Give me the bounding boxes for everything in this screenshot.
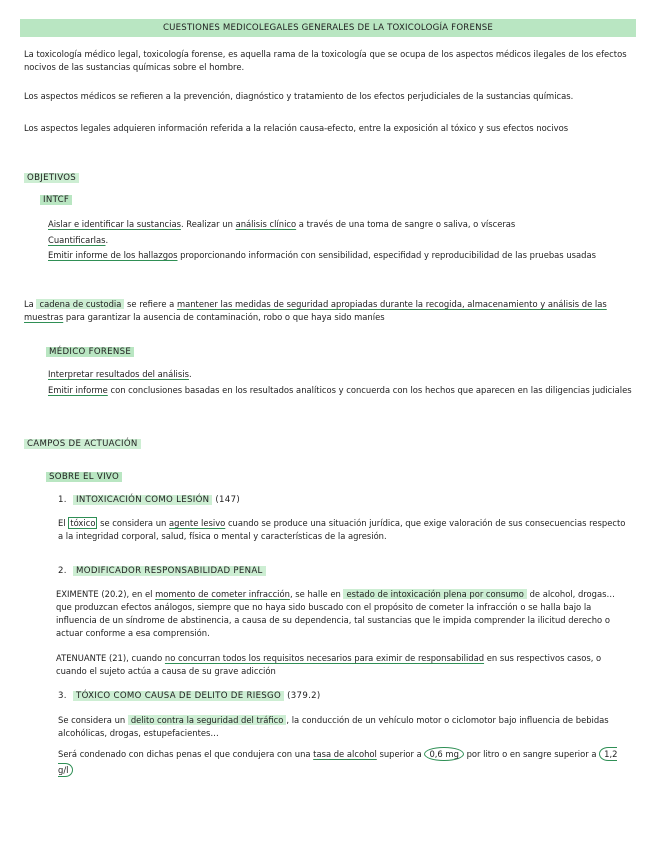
item-2-atenuante: ATENUANTE (21), cuando no concurran todos los requisitos necesarios para eximir de responsabilidad en sus respectivos casos, o cuando el sujeto actúa a causa de su grave adicción <box>56 653 602 676</box>
intcf-line-3: Emitir informe de los hallazgos proporcionando información con sensibilidad, especifidad y reproducibilidad de las pruebas usadas <box>48 250 596 260</box>
campos-heading: CAMPOS DE ACTUACIÓN <box>24 438 632 451</box>
item-3-paragraph-2: Será condenado con dichas penas el que condujera con una tasa de alcohol superior a 0,6 mg por litro o en sangre superior a 1,2 g/l <box>58 749 618 775</box>
item-1-text: El tóxico se considera un agente lesivo cuando se produce una situación jurídica, que exige valoración de sus consecuencias respecto a la integridad corporal, salud, física o mental y características de la agresión. <box>58 518 626 541</box>
medico-forense-heading: MÉDICO FORENSE <box>46 346 632 359</box>
page-title: CUESTIONES MEDICOLEGALES GENERALES DE LA TOXICOLOGÍA FORENSE <box>20 19 636 37</box>
item-2-eximente: EXIMENTE (20.2), en el momento de cometer infracción, se halle en estado de intoxicación plena por consumo de alcohol, drogas… que produzcan efectos análogos, siempre que no haya sido buscado con el propósito de cometer la infracción o se halla bajo la influencia de un síndrome de abstinencia, a causa de su dependencia, tal sustancias que le impida comprender la ilicitud derecho o actuar conforme a esa comprensión. <box>56 589 615 638</box>
objetivos-heading: OBJETIVOS <box>24 172 632 185</box>
item-3-heading: 3. TÓXICO COMO CAUSA DE DELITO DE RIESGO (379.2) <box>58 691 321 701</box>
intcf-line-2: Cuantificarlas. <box>48 235 109 245</box>
item-1-heading: 1. INTOXICACIÓN COMO LESIÓN (147) <box>58 495 240 505</box>
medico-line-2: Emitir informe con conclusiones basadas en los resultados analíticos y concuerda con los hechos que aparecen en las diligencias judiciales <box>48 385 632 395</box>
intro-paragraph-1: La toxicología médico legal, toxicología forense, es aquella rama de la toxicología que se ocupa de los aspectos médicos ilegales de los efectos nocivos de las sustancias químicas sobre el hombre. <box>24 49 627 72</box>
intro-paragraph-2: Los aspectos médicos se refieren a la prevención, diagnóstico y tratamiento de los efectos perjudiciales de la sustancias químicas. <box>24 91 574 101</box>
medico-line-1: Interpretar resultados del análisis. <box>48 369 192 379</box>
intcf-heading: INTCF <box>40 194 632 207</box>
intcf-line-1: Aislar e identificar la sustancias. Realizar un análisis clínico a través de una toma de sangre o saliva, o vísceras <box>48 219 516 229</box>
cadena-custodia-paragraph: La cadena de custodia se refiere a mantener las medidas de seguridad apropiadas durante la recogida, almacenamiento y análisis de las muestras para garantizar la ausencia de contaminación, robo o que haya sido maníes <box>24 299 607 322</box>
sobre-vivo-heading: SOBRE EL VIVO <box>46 471 632 484</box>
intro-paragraph-3: Los aspectos legales adquieren información referida a la relación causa-efecto, entre la exposición al tóxico y sus efectos nocivos <box>24 123 569 133</box>
item-3-paragraph-1: Se considera un delito contra la seguridad del tráfico , la conducción de un vehículo motor o ciclomotor bajo influencia de bebidas alcohólicas, drogas, estupefacientes… <box>58 715 609 738</box>
item-2-heading: 2. MODIFICADOR RESPONSABILIDAD PENAL <box>58 565 632 578</box>
